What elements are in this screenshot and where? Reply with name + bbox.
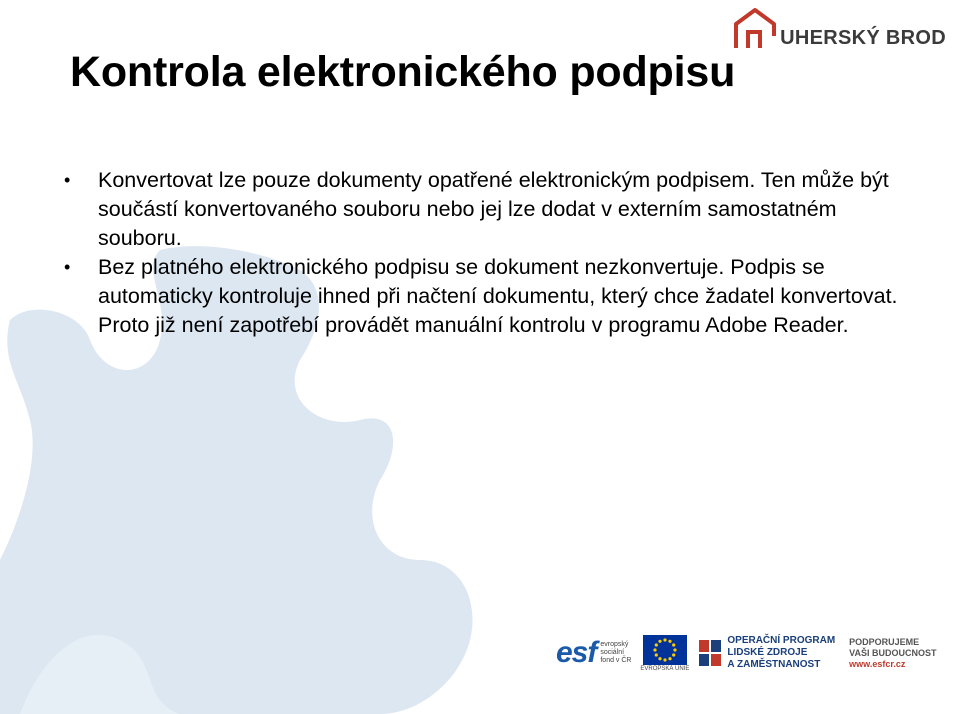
house-logo-icon <box>732 6 778 50</box>
support-line: VAŠI BUDOUCNOST <box>849 647 937 658</box>
esf-logo <box>556 638 632 668</box>
bullet-item <box>60 253 920 340</box>
op-line: A ZAMĚSTNANOST <box>727 659 821 670</box>
support-line: PODPORUJEME <box>849 636 920 647</box>
op-logo <box>697 635 835 671</box>
bullet-text: Bez platného elektronického podpisu se dokument nezkonvertuje. Podpis se automaticky kontroluje ihned při načtení dokumentu, který chce žadatel konvertovat. Proto již není zapotřebí provádět manuální kontrolu v programu Adobe Reader. <box>98 255 898 337</box>
bullet-dot: • <box>64 257 71 277</box>
logo-text: UHERSKÝ BROD <box>780 26 946 49</box>
footer-logos <box>556 628 946 678</box>
bullet-list <box>60 166 920 340</box>
op-text <box>727 635 835 671</box>
support-web: www.esfcr.cz <box>849 658 906 669</box>
esf-subtitle <box>600 641 632 665</box>
support-text <box>849 637 936 670</box>
city-logo <box>732 6 946 50</box>
eu-flag-icon <box>643 635 687 665</box>
slide-title: Kontrola elektronického podpisu <box>70 48 736 96</box>
bullet-dot: • <box>64 170 71 190</box>
op-line: OPERAČNÍ PROGRAM <box>727 635 836 646</box>
op-emblem-icon <box>697 638 723 668</box>
esf-sub-line: fond v ČR <box>600 657 632 664</box>
bullet-text: Konvertovat lze pouze dokumenty opatřené elektronickým podpisem. Ten může být součástí konvertovaného souboru nebo jej lze dodat v externím samostatném souboru. <box>98 168 889 250</box>
esf-mark: esf <box>556 636 597 669</box>
eu-logo <box>640 635 689 672</box>
esf-sub-line: evropský <box>600 641 629 648</box>
bullet-item <box>60 166 920 253</box>
op-line: LIDSKÉ ZDROJE <box>727 647 808 658</box>
esf-sub-line: sociální <box>600 649 625 656</box>
eu-subtitle: EVROPSKÁ UNIE <box>640 665 690 672</box>
